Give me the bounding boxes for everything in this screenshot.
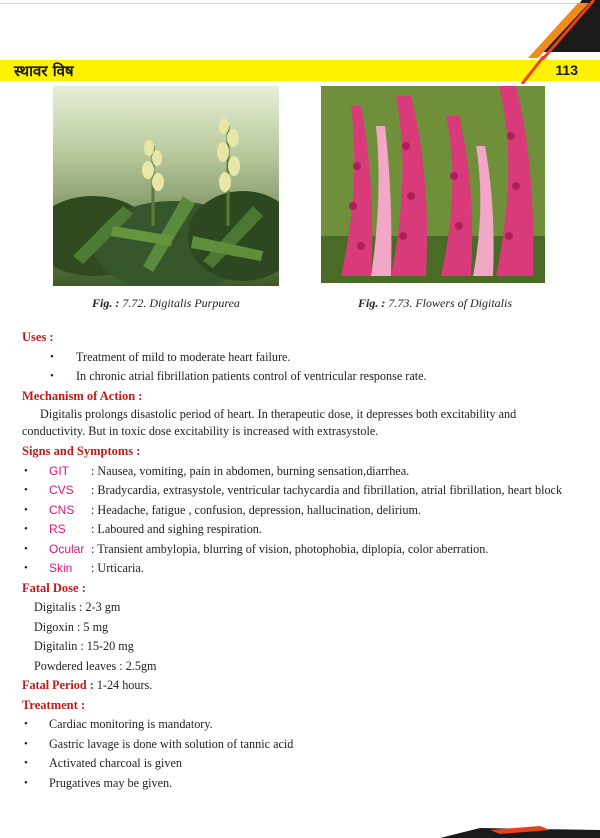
page-content bbox=[22, 328, 582, 793]
symptom-text: : Laboured and sighing respiration. bbox=[91, 522, 262, 536]
symptom-key: • RS bbox=[49, 522, 66, 536]
symptom-text: : Urticaria. bbox=[91, 561, 144, 575]
symptom-key: • CVS bbox=[49, 483, 74, 497]
list-item: • In chronic atrial fibrillation patients control of ventricular response rate. bbox=[22, 367, 582, 387]
figure-flowers-of-digitalis bbox=[321, 86, 545, 283]
figure-digitalis-purpurea bbox=[53, 86, 279, 286]
symptom-key: • GIT bbox=[49, 463, 69, 478]
header-bar bbox=[0, 60, 600, 81]
list-item: • Activated charcoal is given bbox=[22, 754, 582, 774]
dose-item: Powdered leaves : 2.5gm bbox=[34, 658, 157, 673]
list-item: • Gastric lavage is done with solution of tannic acid bbox=[22, 735, 582, 755]
list-item: • Cardiac monitoring is mandatory. bbox=[22, 715, 582, 735]
fatal-dose-heading: Fatal Dose : bbox=[22, 580, 86, 595]
symptom-text: : Nausea, vomiting, pain in abdomen, burning sensation,diarrhea. bbox=[91, 463, 410, 478]
list-item: • Treatment of mild to moderate heart failure. bbox=[22, 348, 582, 368]
figure-caption-1: Fig. : 7.72. Digitalis Purpurea bbox=[92, 296, 240, 310]
signs-list bbox=[22, 462, 582, 579]
header-slash-decoration bbox=[518, 56, 548, 84]
symptom-key: • CNS bbox=[49, 502, 75, 517]
list-item bbox=[22, 462, 582, 482]
chapter-title: स्थावर विष bbox=[14, 62, 74, 80]
list-item bbox=[22, 501, 582, 521]
dose-item: Digitalis : 2-3 gm bbox=[34, 600, 121, 614]
uses-heading: Uses : bbox=[22, 330, 54, 344]
symptom-text: : Headache, fatigue , confusion, depression, hallucination, delirium. bbox=[91, 502, 421, 517]
list-item: • Prugatives may be given. bbox=[22, 774, 582, 794]
figure-caption-2: Fig. : 7.73. Flowers of Digitalis bbox=[358, 296, 513, 310]
page-number: 113 bbox=[555, 62, 578, 78]
list-item bbox=[22, 481, 582, 501]
treatment-heading: Treatment : bbox=[22, 697, 86, 712]
dose-item: Digoxin : 5 mg bbox=[34, 619, 109, 634]
symptom-key: • Ocular bbox=[49, 541, 85, 556]
list-item bbox=[22, 520, 582, 540]
fatal-period-heading: Fatal Period : bbox=[22, 678, 94, 692]
treatment-list bbox=[22, 715, 582, 793]
dose-item: Digitalin : 15-20 mg bbox=[34, 639, 134, 653]
symptom-text: : Bradycardia, extrasystole, ventricular tachycardia and fibrillation, atrial fibrillation, heart block bbox=[91, 483, 563, 497]
mechanism-text: Digitalis prolongs disastolic period of heart. In therapeutic dose, it depresses both excitability and conductivity. But in toxic dose excitability is increased with extrasystole. bbox=[22, 407, 517, 438]
fatal-period bbox=[22, 676, 582, 696]
uses-list bbox=[22, 348, 582, 387]
fatal-period-text: 1-24 hours. bbox=[96, 678, 153, 692]
mechanism-heading: Mechanism of Action : bbox=[22, 388, 143, 403]
bottom-decoration bbox=[440, 824, 600, 838]
list-item bbox=[22, 540, 582, 560]
symptom-text: : Transient ambylopia, blurring of vision, photophobia, diplopia, color aberration. bbox=[91, 541, 489, 556]
symptom-key: • Skin bbox=[49, 561, 73, 575]
signs-heading: Signs and Symptoms : bbox=[22, 444, 141, 458]
list-item bbox=[22, 559, 582, 579]
